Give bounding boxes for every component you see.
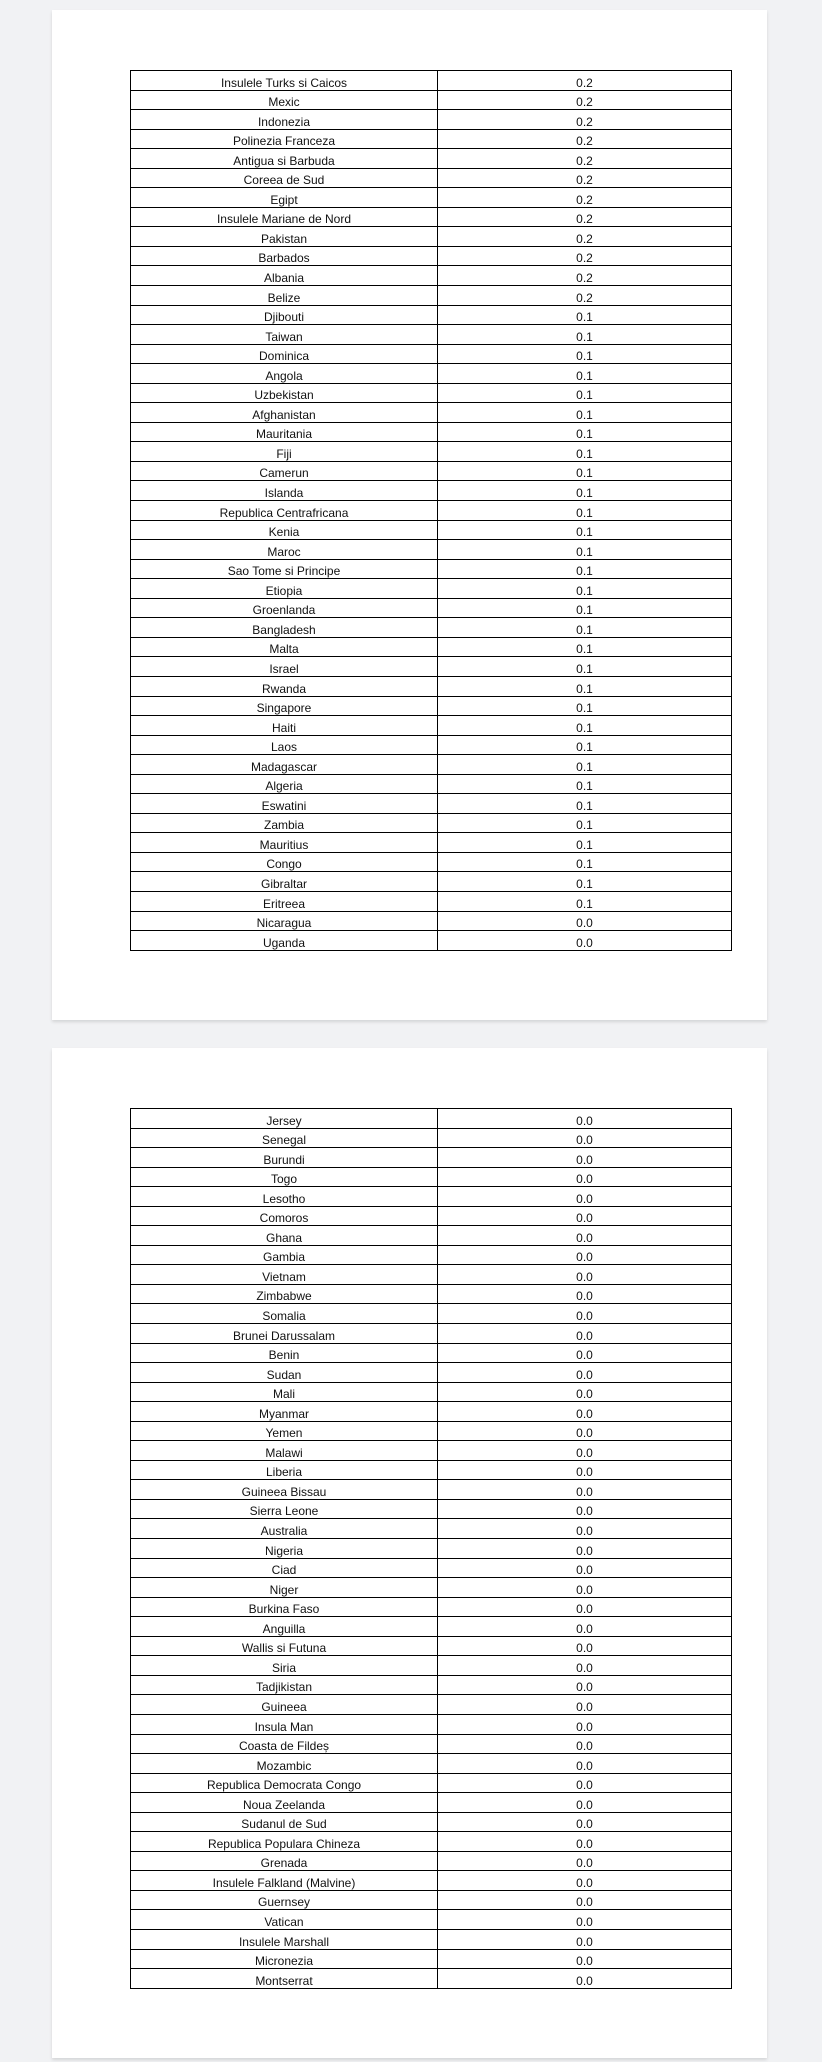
value-cell: 0.2 — [438, 266, 732, 286]
country-cell: Insula Man — [131, 1714, 438, 1734]
value-cell: 0.1 — [438, 305, 732, 325]
document-page-1 — [52, 10, 767, 1020]
value-cell: 0.2 — [438, 246, 732, 266]
country-cell: Camerun — [131, 461, 438, 481]
country-cell: Haiti — [131, 716, 438, 736]
country-cell: Uganda — [131, 931, 438, 951]
value-cell: 0.1 — [438, 442, 732, 462]
value-cell: 0.2 — [438, 149, 732, 169]
country-cell: Siria — [131, 1656, 438, 1676]
country-cell: Guineea — [131, 1695, 438, 1715]
country-cell: Bangladesh — [131, 618, 438, 638]
value-cell: 0.0 — [438, 1109, 732, 1129]
value-cell: 0.0 — [438, 1910, 732, 1930]
table-row — [131, 1480, 732, 1500]
table-body — [131, 1109, 732, 1989]
country-cell: Mali — [131, 1382, 438, 1402]
table-row — [131, 1734, 732, 1754]
value-cell: 0.1 — [438, 735, 732, 755]
country-cell: Sao Tome si Principe — [131, 559, 438, 579]
value-cell: 0.1 — [438, 559, 732, 579]
country-cell: Nigeria — [131, 1539, 438, 1559]
country-cell: Ciad — [131, 1558, 438, 1578]
country-cell: Taiwan — [131, 325, 438, 345]
country-cell: Djibouti — [131, 305, 438, 325]
table-row — [131, 1519, 732, 1539]
table-row — [131, 1265, 732, 1285]
value-cell: 0.1 — [438, 774, 732, 794]
country-cell: Polinezia Franceza — [131, 129, 438, 149]
country-cell: Albania — [131, 266, 438, 286]
table-row — [131, 1382, 732, 1402]
table-row — [131, 872, 732, 892]
country-cell: Insulele Mariane de Nord — [131, 207, 438, 227]
value-cell: 0.0 — [438, 1871, 732, 1891]
table-row — [131, 1363, 732, 1383]
country-cell: Sudanul de Sud — [131, 1812, 438, 1832]
country-cell: Antigua si Barbuda — [131, 149, 438, 169]
country-cell: Groenlanda — [131, 598, 438, 618]
country-cell: Rwanda — [131, 676, 438, 696]
country-cell: Malawi — [131, 1441, 438, 1461]
table-row — [131, 696, 732, 716]
country-cell: Insulele Turks si Caicos — [131, 71, 438, 91]
value-cell: 0.1 — [438, 891, 732, 911]
value-cell: 0.0 — [438, 1343, 732, 1363]
table-row — [131, 1578, 732, 1598]
table-row — [131, 1402, 732, 1422]
value-cell: 0.0 — [438, 1969, 732, 1989]
country-cell: Israel — [131, 657, 438, 677]
country-cell: Vatican — [131, 1910, 438, 1930]
table-row — [131, 325, 732, 345]
table-row — [131, 207, 732, 227]
value-cell: 0.1 — [438, 383, 732, 403]
table-row — [131, 833, 732, 853]
table-row — [131, 90, 732, 110]
value-cell: 0.1 — [438, 813, 732, 833]
table-row — [131, 1656, 732, 1676]
value-cell: 0.0 — [438, 1226, 732, 1246]
table-row — [131, 1754, 732, 1774]
country-cell: Montserrat — [131, 1969, 438, 1989]
value-cell: 0.2 — [438, 110, 732, 130]
country-cell: Mauritius — [131, 833, 438, 853]
country-cell: Lesotho — [131, 1187, 438, 1207]
table-row — [131, 1226, 732, 1246]
country-cell: Insulele Falkland (Malvine) — [131, 1871, 438, 1891]
country-cell: Senegal — [131, 1128, 438, 1148]
table-row — [131, 540, 732, 560]
table-body — [131, 71, 732, 951]
table-row — [131, 1793, 732, 1813]
value-cell: 0.0 — [438, 1929, 732, 1949]
country-cell: Maroc — [131, 540, 438, 560]
table-row — [131, 579, 732, 599]
table-row — [131, 1714, 732, 1734]
table-row — [131, 657, 732, 677]
value-cell: 0.0 — [438, 1245, 732, 1265]
country-cell: Indonezia — [131, 110, 438, 130]
value-cell: 0.1 — [438, 422, 732, 442]
table-row — [131, 481, 732, 501]
country-cell: Anguilla — [131, 1617, 438, 1637]
value-cell: 0.0 — [438, 1167, 732, 1187]
country-cell: Fiji — [131, 442, 438, 462]
table-row — [131, 1969, 732, 1989]
country-cell: Gambia — [131, 1245, 438, 1265]
country-cell: Yemen — [131, 1421, 438, 1441]
country-cell: Nicaragua — [131, 911, 438, 931]
table-row — [131, 1558, 732, 1578]
table-row — [131, 559, 732, 579]
value-cell: 0.0 — [438, 1695, 732, 1715]
value-cell: 0.0 — [438, 1460, 732, 1480]
country-cell: Jersey — [131, 1109, 438, 1129]
table-row — [131, 383, 732, 403]
table-row — [131, 1851, 732, 1871]
value-cell: 0.0 — [438, 1519, 732, 1539]
table-row — [131, 461, 732, 481]
value-cell: 0.0 — [438, 1206, 732, 1226]
country-cell: Burkina Faso — [131, 1597, 438, 1617]
country-cell: Afghanistan — [131, 403, 438, 423]
value-cell: 0.1 — [438, 852, 732, 872]
value-cell: 0.0 — [438, 1265, 732, 1285]
table-row — [131, 129, 732, 149]
table-row — [131, 1832, 732, 1852]
value-cell: 0.0 — [438, 1539, 732, 1559]
country-cell: Mauritania — [131, 422, 438, 442]
value-cell: 0.0 — [438, 1148, 732, 1168]
table-row — [131, 188, 732, 208]
value-cell: 0.0 — [438, 1441, 732, 1461]
value-cell: 0.0 — [438, 1128, 732, 1148]
table-row — [131, 598, 732, 618]
table-row — [131, 1949, 732, 1969]
country-cell: Algeria — [131, 774, 438, 794]
table-row — [131, 1636, 732, 1656]
table-row — [131, 1539, 732, 1559]
table-row — [131, 794, 732, 814]
country-cell: Barbados — [131, 246, 438, 266]
country-cell: Singapore — [131, 696, 438, 716]
country-cell: Grenada — [131, 1851, 438, 1871]
table-row — [131, 716, 732, 736]
table-row — [131, 1187, 732, 1207]
value-cell: 0.1 — [438, 481, 732, 501]
table-row — [131, 1695, 732, 1715]
country-cell: Myanmar — [131, 1402, 438, 1422]
value-cell: 0.1 — [438, 461, 732, 481]
value-cell: 0.0 — [438, 1578, 732, 1598]
table-row — [131, 246, 732, 266]
country-cell: Australia — [131, 1519, 438, 1539]
table-row — [131, 1128, 732, 1148]
table-row — [131, 1617, 732, 1637]
value-cell: 0.1 — [438, 716, 732, 736]
table-row — [131, 1343, 732, 1363]
value-cell: 0.2 — [438, 71, 732, 91]
country-cell: Sudan — [131, 1363, 438, 1383]
country-cell: Togo — [131, 1167, 438, 1187]
value-cell: 0.0 — [438, 911, 732, 931]
country-cell: Micronezia — [131, 1949, 438, 1969]
value-cell: 0.0 — [438, 931, 732, 951]
value-cell: 0.2 — [438, 90, 732, 110]
value-cell: 0.0 — [438, 1499, 732, 1519]
value-cell: 0.1 — [438, 872, 732, 892]
country-cell: Zimbabwe — [131, 1284, 438, 1304]
table-row — [131, 891, 732, 911]
country-cell: Malta — [131, 637, 438, 657]
value-cell: 0.0 — [438, 1812, 732, 1832]
table-row — [131, 1148, 732, 1168]
value-cell: 0.1 — [438, 833, 732, 853]
value-cell: 0.2 — [438, 286, 732, 306]
value-cell: 0.1 — [438, 403, 732, 423]
document-page-2 — [52, 1048, 767, 2058]
country-cell: Mexic — [131, 90, 438, 110]
country-cell: Gibraltar — [131, 872, 438, 892]
country-value-table — [130, 1108, 732, 1989]
value-cell: 0.1 — [438, 579, 732, 599]
table-row — [131, 110, 732, 130]
country-cell: Vietnam — [131, 1265, 438, 1285]
value-cell: 0.0 — [438, 1851, 732, 1871]
value-cell: 0.2 — [438, 227, 732, 247]
value-cell: 0.0 — [438, 1480, 732, 1500]
country-cell: Eswatini — [131, 794, 438, 814]
country-cell: Wallis si Futuna — [131, 1636, 438, 1656]
table-row — [131, 931, 732, 951]
table-row — [131, 1441, 732, 1461]
table-row — [131, 637, 732, 657]
table-row — [131, 676, 732, 696]
value-cell: 0.2 — [438, 129, 732, 149]
country-cell: Belize — [131, 286, 438, 306]
country-cell: Comoros — [131, 1206, 438, 1226]
value-cell: 0.1 — [438, 520, 732, 540]
table-row — [131, 364, 732, 384]
table-row — [131, 1109, 732, 1129]
table-row — [131, 1460, 732, 1480]
table-row — [131, 1890, 732, 1910]
table-row — [131, 344, 732, 364]
country-cell: Noua Zeelanda — [131, 1793, 438, 1813]
country-cell: Tadjikistan — [131, 1675, 438, 1695]
country-cell: Niger — [131, 1578, 438, 1598]
country-cell: Brunei Darussalam — [131, 1324, 438, 1344]
country-cell: Benin — [131, 1343, 438, 1363]
table-row — [131, 168, 732, 188]
table-row — [131, 422, 732, 442]
value-cell: 0.0 — [438, 1597, 732, 1617]
table-row — [131, 1167, 732, 1187]
table-row — [131, 1245, 732, 1265]
table-row — [131, 286, 732, 306]
country-cell: Republica Democrata Congo — [131, 1773, 438, 1793]
table-row — [131, 71, 732, 91]
value-cell: 0.0 — [438, 1324, 732, 1344]
table-row — [131, 1499, 732, 1519]
table-row — [131, 520, 732, 540]
value-cell: 0.1 — [438, 676, 732, 696]
value-cell: 0.1 — [438, 794, 732, 814]
table-row — [131, 1421, 732, 1441]
table-row — [131, 1812, 732, 1832]
table-row — [131, 266, 732, 286]
table-row — [131, 1206, 732, 1226]
value-cell: 0.0 — [438, 1558, 732, 1578]
country-cell: Laos — [131, 735, 438, 755]
country-cell: Kenia — [131, 520, 438, 540]
country-cell: Dominica — [131, 344, 438, 364]
value-cell: 0.1 — [438, 657, 732, 677]
country-cell: Uzbekistan — [131, 383, 438, 403]
value-cell: 0.0 — [438, 1949, 732, 1969]
value-cell: 0.1 — [438, 344, 732, 364]
value-cell: 0.0 — [438, 1773, 732, 1793]
country-cell: Ghana — [131, 1226, 438, 1246]
country-cell: Somalia — [131, 1304, 438, 1324]
value-cell: 0.2 — [438, 168, 732, 188]
country-cell: Pakistan — [131, 227, 438, 247]
table-row — [131, 442, 732, 462]
value-cell: 0.1 — [438, 598, 732, 618]
table-row — [131, 305, 732, 325]
country-cell: Sierra Leone — [131, 1499, 438, 1519]
value-cell: 0.0 — [438, 1636, 732, 1656]
table-row — [131, 852, 732, 872]
value-cell: 0.0 — [438, 1421, 732, 1441]
table-row — [131, 1773, 732, 1793]
table-row — [131, 1597, 732, 1617]
value-cell: 0.1 — [438, 540, 732, 560]
value-cell: 0.0 — [438, 1734, 732, 1754]
value-cell: 0.0 — [438, 1890, 732, 1910]
table-row — [131, 149, 732, 169]
value-cell: 0.0 — [438, 1617, 732, 1637]
value-cell: 0.0 — [438, 1754, 732, 1774]
table-row — [131, 911, 732, 931]
country-cell: Congo — [131, 852, 438, 872]
country-cell: Coreea de Sud — [131, 168, 438, 188]
value-cell: 0.0 — [438, 1675, 732, 1695]
country-cell: Madagascar — [131, 755, 438, 775]
country-cell: Eritreea — [131, 891, 438, 911]
country-cell: Republica Populara Chineza — [131, 1832, 438, 1852]
table-row — [131, 774, 732, 794]
value-cell: 0.0 — [438, 1832, 732, 1852]
value-cell: 0.0 — [438, 1187, 732, 1207]
table-row — [131, 755, 732, 775]
table-row — [131, 227, 732, 247]
value-cell: 0.1 — [438, 325, 732, 345]
table-row — [131, 1910, 732, 1930]
table-row — [131, 1675, 732, 1695]
value-cell: 0.0 — [438, 1656, 732, 1676]
country-cell: Angola — [131, 364, 438, 384]
value-cell: 0.1 — [438, 501, 732, 521]
country-cell: Etiopia — [131, 579, 438, 599]
table-row — [131, 813, 732, 833]
table-row — [131, 1324, 732, 1344]
country-cell: Burundi — [131, 1148, 438, 1168]
value-cell: 0.0 — [438, 1793, 732, 1813]
country-cell: Islanda — [131, 481, 438, 501]
value-cell: 0.0 — [438, 1363, 732, 1383]
country-value-table — [130, 70, 732, 951]
table-row — [131, 1304, 732, 1324]
table-row — [131, 618, 732, 638]
table-row — [131, 501, 732, 521]
country-cell: Guineea Bissau — [131, 1480, 438, 1500]
value-cell: 0.0 — [438, 1382, 732, 1402]
country-cell: Egipt — [131, 188, 438, 208]
value-cell: 0.1 — [438, 637, 732, 657]
value-cell: 0.2 — [438, 207, 732, 227]
value-cell: 0.1 — [438, 755, 732, 775]
table-row — [131, 1929, 732, 1949]
country-cell: Coasta de Fildeș — [131, 1734, 438, 1754]
country-cell: Insulele Marshall — [131, 1929, 438, 1949]
value-cell: 0.0 — [438, 1402, 732, 1422]
country-cell: Mozambic — [131, 1754, 438, 1774]
country-cell: Zambia — [131, 813, 438, 833]
country-cell: Liberia — [131, 1460, 438, 1480]
table-row — [131, 1871, 732, 1891]
value-cell: 0.0 — [438, 1304, 732, 1324]
value-cell: 0.0 — [438, 1714, 732, 1734]
value-cell: 0.1 — [438, 618, 732, 638]
value-cell: 0.2 — [438, 188, 732, 208]
value-cell: 0.0 — [438, 1284, 732, 1304]
country-cell: Republica Centrafricana — [131, 501, 438, 521]
country-cell: Guernsey — [131, 1890, 438, 1910]
table-row — [131, 735, 732, 755]
table-row — [131, 403, 732, 423]
value-cell: 0.1 — [438, 364, 732, 384]
value-cell: 0.1 — [438, 696, 732, 716]
table-row — [131, 1284, 732, 1304]
